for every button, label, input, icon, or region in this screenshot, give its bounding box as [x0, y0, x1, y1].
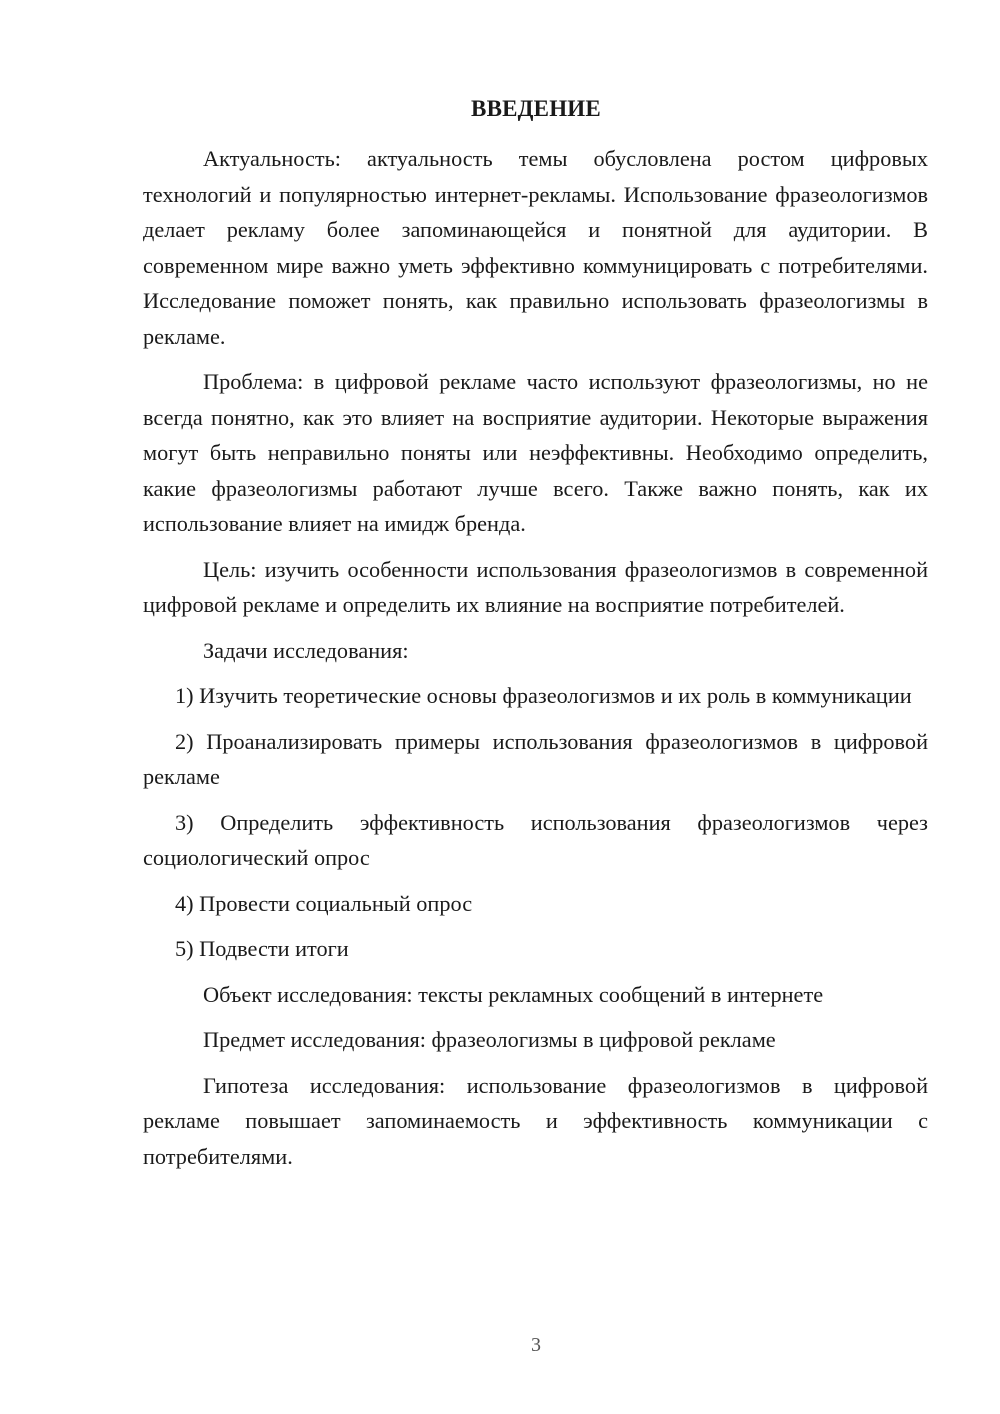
paragraph-problem: Проблема: в цифровой рекламе часто используют фразеологизмы, но не всегда понятно, как это влияет на восприятие аудитории. Некоторые выражения могут быть неправильно поняты или неэффективны. Необходимо определить, какие фразеологизмы работают лучше всего. Также важно понять, как их использование влияет на имидж бренда. — [143, 369, 928, 536]
paragraph-relevance: Актуальность: актуальность темы обусловлена ростом цифровых технологий и популярностью интернет-рекламы. Использование фразеологизмов делает рекламу более запоминающейся и понятной для аудитории. В современном мире важно уметь эффективно коммуницировать с потребителями. Исследование поможет понять, как правильно использовать фразеологизмы в рекламе. — [143, 146, 928, 349]
task-item: 2) Проанализировать примеры использования фразеологизмов в цифровой рекламе — [143, 728, 928, 789]
task-item: 5) Подвести итоги — [175, 936, 349, 961]
paragraph-subject: Предмет исследования: фразеологизмы в цифровой рекламе — [203, 1027, 776, 1052]
page-title: ВВЕДЕНИЕ — [471, 96, 601, 121]
paragraph-goal: Цель: изучить особенности использования фразеологизмов в современной цифровой рекламе и определить их влияние на восприятие потребителей. — [143, 556, 928, 617]
paragraph-hypothesis: Гипотеза исследования: использование фразеологизмов в цифровой рекламе повышает запоминаемость и эффективность коммуникации с потребителями. — [143, 1072, 928, 1169]
task-item: 4) Провести социальный опрос — [175, 890, 473, 916]
task-item: 1) Изучить теоретические основы фразеологизмов и их роль в коммуникации — [175, 683, 912, 708]
paragraph-tasks-heading: Задачи исследования: — [203, 637, 409, 663]
document-body — [143, 141, 928, 1184]
paragraph-object: Объект исследования: тексты рекламных сообщений в интернете — [203, 981, 824, 1007]
task-item: 3) Определить эффективность использования фразеологизмов через социологический опрос — [143, 809, 928, 870]
page-number: 3 — [531, 1334, 541, 1356]
